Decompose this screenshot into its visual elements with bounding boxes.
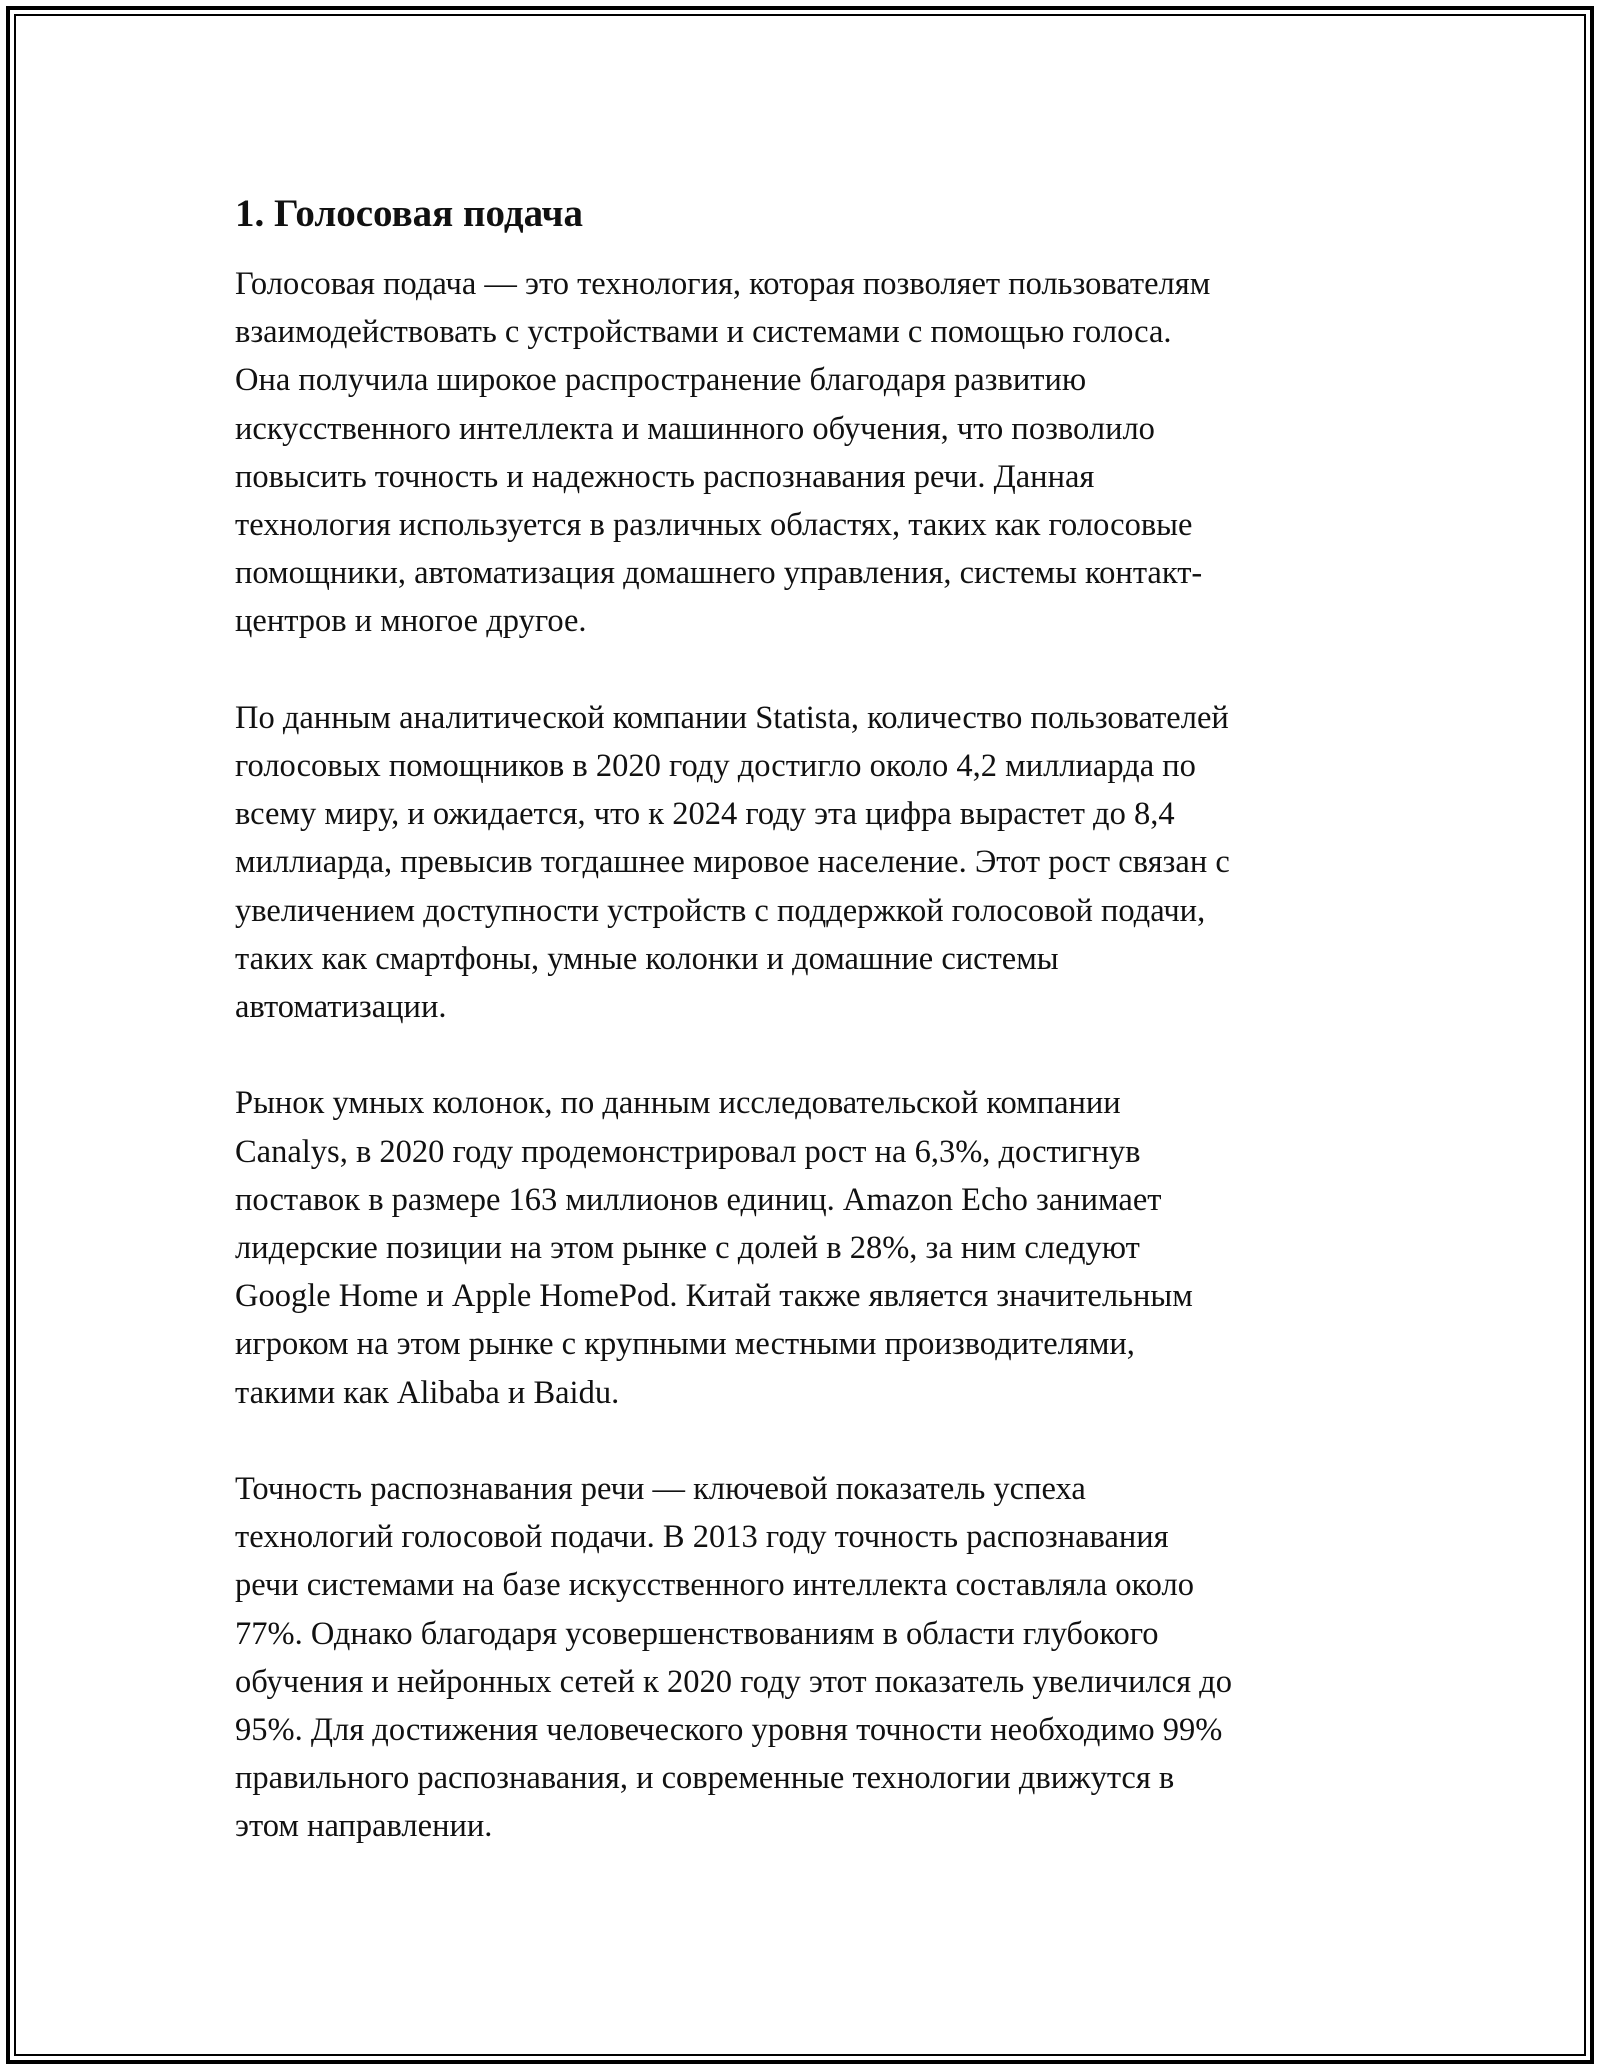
paragraph-line: поставок в размере 163 миллионов единиц. Amazon Echo занимает xyxy=(235,1181,1162,1218)
paragraph-line: этом направлении. xyxy=(235,1808,493,1845)
paragraph-line: взаимодействовать с устройствами и системами с помощью голоса. xyxy=(235,314,1172,351)
body-paragraph xyxy=(235,694,1395,1031)
paragraph-line: технологий голосовой подачи. В 2013 году точность распознавания xyxy=(235,1519,1169,1556)
paragraph-line: такими как Alibaba и Baidu. xyxy=(235,1374,620,1411)
paragraph-line: 77%. Однако благодаря усовершенствованиям в области глубокого xyxy=(235,1615,1159,1652)
document-body xyxy=(235,190,1395,1899)
paragraph-line: Точность распознавания речи — ключевой показатель успеха xyxy=(235,1471,1086,1508)
paragraph-line: лидерские позиции на этом рынке с долей в 28%, за ним следуют xyxy=(235,1230,1140,1267)
body-paragraph xyxy=(235,1079,1395,1416)
paragraph-line: миллиарда, превысив тогдашнее мировое население. Этот рост связан с xyxy=(235,844,1230,881)
paragraph-line: правильного распознавания, и современные технологии движутся в xyxy=(235,1760,1175,1797)
paragraph-line: всему миру, и ожидается, что к 2024 году эта цифра вырастет до 8,4 xyxy=(235,796,1175,833)
paragraph-line: технология используется в различных областях, таких как голосовые xyxy=(235,507,1193,544)
paragraph-line: повысить точность и надежность распознавания речи. Данная xyxy=(235,458,1095,495)
paragraph-line: помощники, автоматизация домашнего управления, системы контакт- xyxy=(235,555,1203,592)
paragraph-line: Рынок умных колонок, по данным исследовательской компании xyxy=(235,1085,1121,1122)
paragraph-line: обучения и нейронных сетей к 2020 году этот показатель увеличился до xyxy=(235,1663,1232,1700)
paragraph-line: таких как смартфоны, умные колонки и домашние системы xyxy=(235,940,1059,977)
body-paragraph xyxy=(235,260,1395,646)
paragraph-line: искусственного интеллекта и машинного обучения, что позволило xyxy=(235,410,1155,447)
paragraph-line: 95%. Для достижения человеческого уровня точности необходимо 99% xyxy=(235,1712,1223,1749)
paragraph-line: голосовых помощников в 2020 году достигло около 4,2 миллиарда по xyxy=(235,748,1196,785)
paragraph-line: Canalys, в 2020 году продемонстрировал рост на 6,3%, достигнув xyxy=(235,1133,1141,1170)
paragraph-line: увеличением доступности устройств с поддержкой голосовой подачи, xyxy=(235,892,1206,929)
body-paragraph xyxy=(235,1465,1395,1851)
paragraph-line: автоматизации. xyxy=(235,989,447,1026)
paragraph-line: Она получила широкое распространение благодаря развитию xyxy=(235,362,1087,399)
paragraph-line: речи системами на базе искусственного интеллекта составляла около xyxy=(235,1567,1194,1604)
section-heading: 1. Голосовая подача xyxy=(235,192,584,235)
paragraph-line: игроком на этом рынке с крупными местными производителями, xyxy=(235,1326,1135,1363)
paragraph-list xyxy=(235,260,1395,1851)
paragraph-line: центров и многое другое. xyxy=(235,603,587,640)
paragraph-line: Голосовая подача — это технология, которая позволяет пользователям xyxy=(235,266,1211,302)
paragraph-line: Google Home и Apple HomePod. Китай также является значительным xyxy=(235,1278,1193,1315)
paragraph-line: По данным аналитической компании Statista, количество пользователей xyxy=(235,699,1229,736)
